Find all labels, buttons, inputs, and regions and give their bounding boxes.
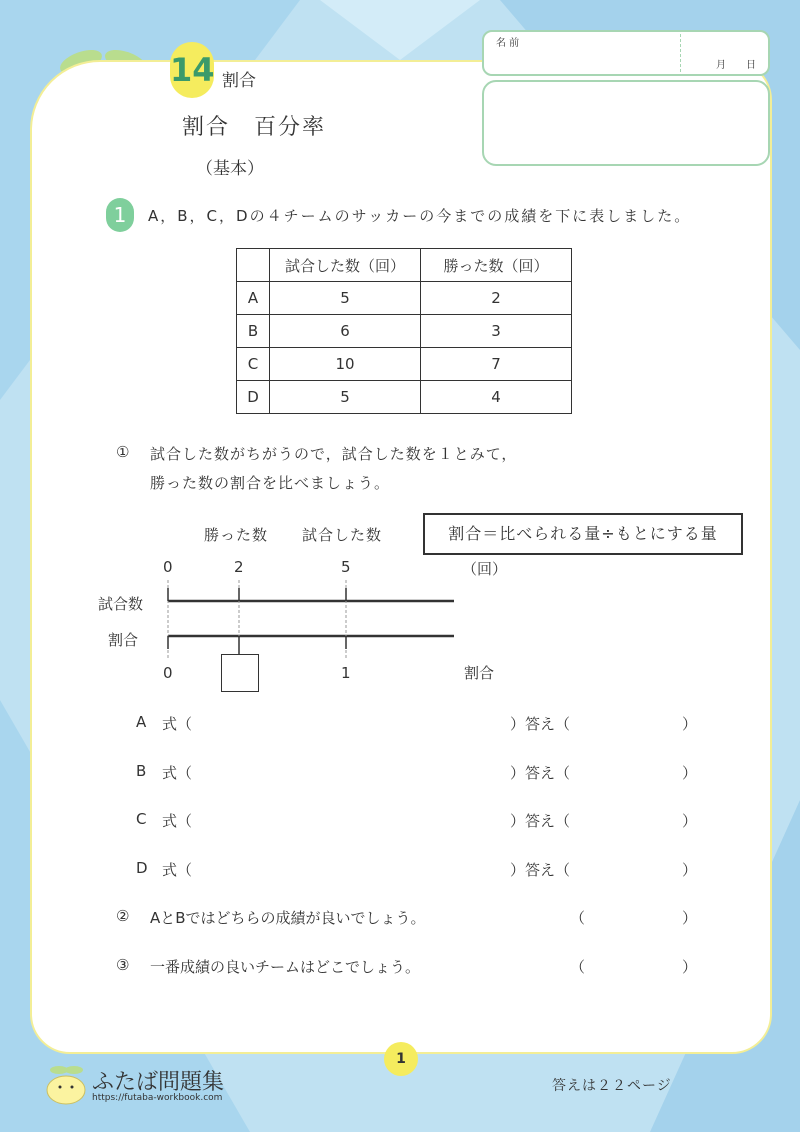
unit-number-badge: 14 <box>170 42 214 98</box>
table-header-cell: 試合した数（回） <box>270 249 421 282</box>
results-table <box>236 248 572 414</box>
row1-label: 試合数 <box>98 595 144 613</box>
table-header-row <box>237 249 572 282</box>
row2-label: 割合 <box>108 631 139 649</box>
brand-chick-icon <box>44 1062 88 1106</box>
answer-row-close[interactable]: ）答え（ <box>510 812 571 830</box>
top-tick-5: 5 <box>341 558 351 576</box>
bottom-unit: 割合 <box>464 664 495 682</box>
table-row <box>237 282 572 315</box>
table-row <box>237 348 572 381</box>
answer-row-end: ） <box>682 715 698 733</box>
page-number: 1 <box>384 1042 418 1076</box>
answer-row-team: D <box>136 859 148 877</box>
name-field[interactable] <box>482 30 770 76</box>
answer-row-end: ） <box>682 861 698 879</box>
name-label: 名 前 <box>496 38 520 49</box>
answer-row-end: ） <box>682 764 698 782</box>
answer-page-note: 答えは２２ページ <box>552 1078 672 1094</box>
answer-row-close[interactable]: ）答え（ <box>510 715 571 733</box>
sub3-answer-close: ） <box>682 958 698 976</box>
score-box[interactable] <box>482 80 770 166</box>
question-number-badge: 1 <box>106 198 134 232</box>
question-text: A，B，C，Dの４チームのサッカーの今までの成績を下に表しました。 <box>148 207 692 225</box>
table-row <box>237 315 572 348</box>
answer-row-shiki[interactable]: 式（ <box>162 764 193 782</box>
top-tick-2: 2 <box>234 558 244 576</box>
answer-row-shiki[interactable]: 式（ <box>162 861 193 879</box>
brand-name: ふたば問題集 <box>92 1070 225 1095</box>
sub2-answer-close: ） <box>682 909 698 927</box>
ratio-answer-box[interactable] <box>221 654 259 692</box>
bottom-tick-1: 1 <box>341 664 351 682</box>
table-cell: 10 <box>270 348 421 381</box>
answer-row-shiki[interactable]: 式（ <box>162 812 193 830</box>
sub3-marker: ③ <box>116 956 130 974</box>
diagram-label-games: 試合した数 <box>302 526 383 544</box>
table-cell: 5 <box>270 381 421 414</box>
table-cell: 4 <box>421 381 572 414</box>
page-subtitle: （基本） <box>196 159 264 179</box>
unit-name: 割合 <box>222 71 256 91</box>
page-title: 割合 百分率 <box>182 115 327 140</box>
top-tick-0: 0 <box>163 558 173 576</box>
sub1-line2: 勝った数の割合を比べましょう。 <box>150 474 391 492</box>
formula-box: 割合＝比べられる量÷もとにする量 <box>423 513 743 555</box>
table-row <box>237 381 572 414</box>
sub1-line1: 試合した数がちがうので，試合した数を１とみて， <box>150 445 518 463</box>
table-cell: 3 <box>421 315 572 348</box>
sub2-marker: ② <box>116 907 130 925</box>
answer-row-close[interactable]: ）答え（ <box>510 861 571 879</box>
sub1-marker: ① <box>116 443 131 461</box>
answer-row-team: C <box>136 810 147 828</box>
sub3-answer-open[interactable]: （ <box>570 958 586 976</box>
answer-row-team: B <box>136 762 147 780</box>
diagram-label-wins: 勝った数 <box>204 526 269 544</box>
table-cell: 6 <box>270 315 421 348</box>
brand-url[interactable]: https://futaba-workbook.com <box>92 1093 223 1103</box>
day-label: 日 <box>746 60 756 71</box>
name-divider <box>680 34 681 72</box>
table-cell: D <box>237 381 270 414</box>
answer-row-team: A <box>136 713 147 731</box>
table-cell: C <box>237 348 270 381</box>
sub2-answer-open[interactable]: （ <box>570 909 586 927</box>
table-cell: B <box>237 315 270 348</box>
sub3-text: 一番成績の良いチームはどこでしょう。 <box>150 958 421 976</box>
top-unit: （回） <box>462 560 508 578</box>
answer-row-shiki[interactable]: 式（ <box>162 715 193 733</box>
table-cell: A <box>237 282 270 315</box>
bottom-tick-0: 0 <box>163 664 173 682</box>
month-label: 月 <box>716 60 726 71</box>
answer-row-end: ） <box>682 812 698 830</box>
table-cell: 2 <box>421 282 572 315</box>
number-line-diagram <box>160 580 470 695</box>
table-header-cell: 勝った数（回） <box>421 249 572 282</box>
answer-row-close[interactable]: ）答え（ <box>510 764 571 782</box>
table-cell: 7 <box>421 348 572 381</box>
table-cell: 5 <box>270 282 421 315</box>
sub2-text: AとBではどちらの成績が良いでしょう。 <box>150 909 426 927</box>
table-header-cell <box>237 249 270 282</box>
